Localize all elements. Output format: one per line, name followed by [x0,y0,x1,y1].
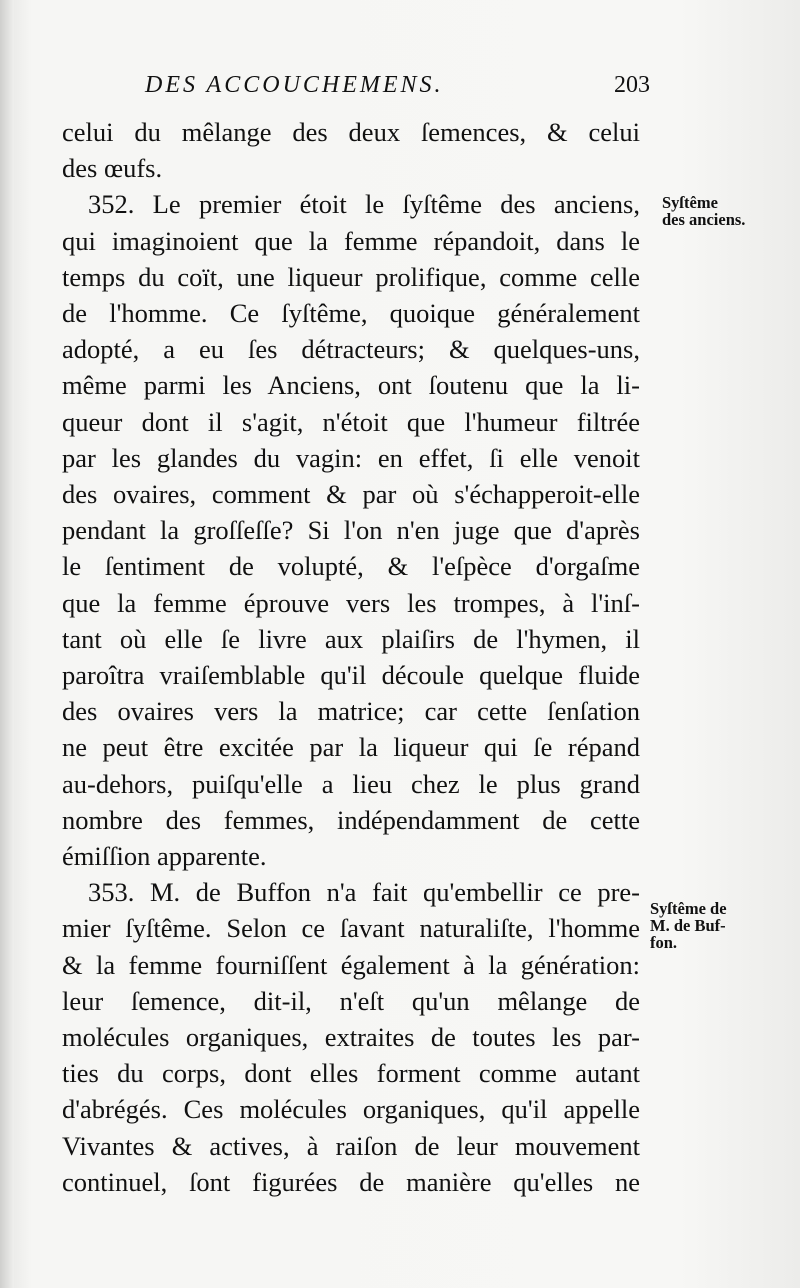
running-head-title: DES ACCOUCHEMENS. [145,72,444,98]
margin-note-systeme-buffon [650,900,795,951]
text-line: & la femme fourniſſent également à la génération: [62,949,640,980]
margin-note-line: M. de Buf- [650,916,726,935]
text-line: des ovaires vers la matrice; car cette ſenſation [62,696,640,727]
text-line: au-dehors, puiſqu'elle a lieu chez le plus grand [62,768,640,799]
body-text [62,114,640,1200]
text-line: 353. M. de Buffon n'a fait qu'embellir ce pre- [88,877,640,908]
margin-note-systeme-anciens [662,194,790,228]
text-line: paroîtra vraiſemblable qu'il découle quelque fluide [62,660,640,691]
text-line: ties du corps, dont elles forment comme autant [62,1058,640,1089]
margin-note-line: des anciens. [662,210,746,229]
text-line: leur ſemence, dit-il, n'eſt qu'un mêlange de [62,985,640,1016]
text-line: émiſſion apparente. [62,841,267,872]
text-line: par les glandes du vagin: en effet, ſi elle venoit [62,442,640,473]
running-head [145,72,650,104]
text-line: des œufs. [62,153,163,184]
text-line: des ovaires, comment & par où s'échapperoit-elle [62,479,640,510]
text-line: même parmi les Anciens, ont ſoutenu que la li- [62,370,640,401]
text-line: mier ſyſtême. Selon ce ſavant naturaliſte, l'homme [62,913,640,944]
text-line: qui imaginoient que la femme répandoit, dans le [62,225,640,256]
text-line: molécules organiques, extraites de toutes les par- [62,1022,640,1053]
text-line: continuel, ſont figurées de manière qu'elles ne [62,1166,640,1197]
margin-note-line: Syſtême [662,193,718,212]
text-line: le ſentiment de volupté, & l'eſpèce d'orgaſme [62,551,640,582]
page-number: 203 [614,72,650,98]
text-line: d'abrégés. Ces molécules organiques, qu'il appelle [62,1094,640,1125]
text-line: 352. Le premier étoit le ſyſtême des anciens, [88,189,640,220]
text-line: temps du coït, une liqueur prolifique, comme celle [62,261,640,292]
text-line: de l'homme. Ce ſyſtême, quoique généralement [62,298,640,329]
text-line: ne peut être excitée par la liqueur qui ſe répand [62,732,640,763]
text-line: tant où elle ſe livre aux plaiſirs de l'hymen, il [62,623,640,654]
margin-note-line: Syſtême de [650,899,727,918]
text-line: que la femme éprouve vers les trompes, à l'inſ- [62,587,640,618]
text-line: celui du mêlange des deux ſemences, & celui [62,117,640,147]
text-line: queur dont il s'agit, n'étoit que l'humeur filtrée [62,406,640,437]
text-line: nombre des femmes, indépendamment de cette [62,804,640,835]
text-line: Vivantes & actives, à raiſon de leur mouvement [62,1130,640,1161]
text-line: pendant la groſſeſſe? Si l'on n'en juge que d'après [62,515,640,546]
margin-note-line: fon. [650,933,678,952]
text-line: adopté, a eu ſes détracteurs; & quelques-uns, [62,334,640,365]
page-gutter-shadow [0,0,14,1288]
